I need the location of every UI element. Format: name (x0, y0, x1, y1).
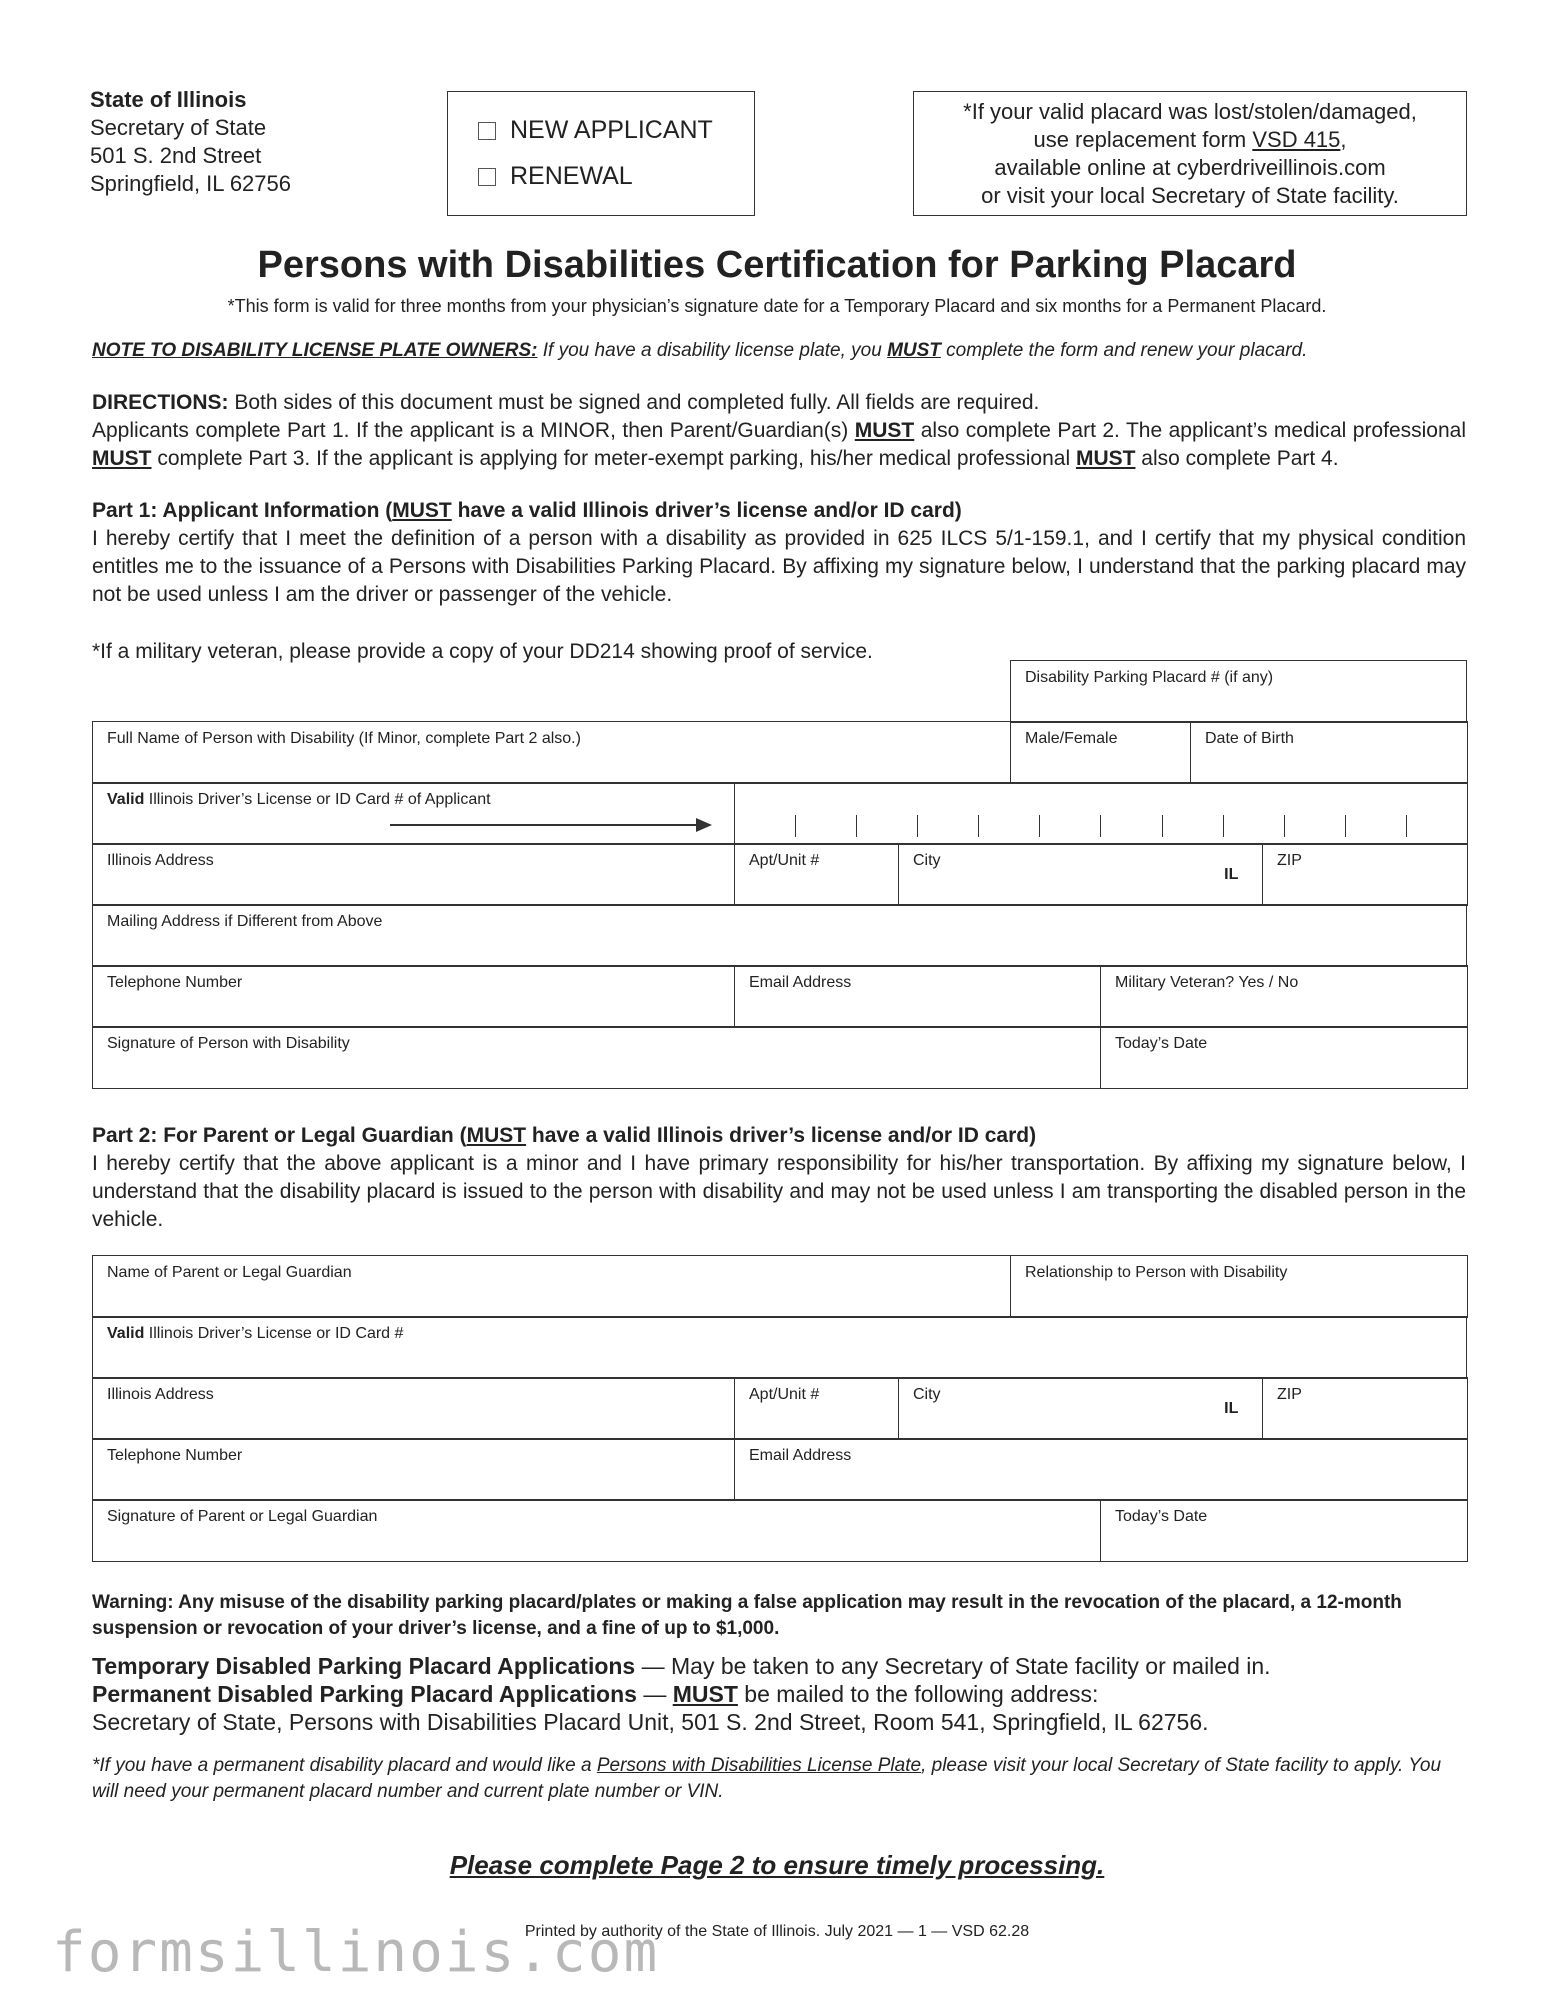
perm-app-dash: — (636, 1681, 673, 1707)
directions-label: DIRECTIONS: (92, 391, 229, 414)
date-field[interactable] (1101, 1027, 1468, 1089)
placard-number-table (1010, 660, 1467, 723)
renewal-checkbox[interactable] (478, 168, 496, 186)
guardian-zip-label: ZIP (1277, 1386, 1302, 1403)
part2-row-signature (92, 1499, 1468, 1562)
part1-row-address (92, 843, 1468, 906)
state-il: IL (1201, 844, 1263, 906)
guardian-zip-field[interactable] (1263, 1378, 1468, 1440)
directions-text: also complete Part 2. The applicant’s medical professional (914, 419, 1466, 442)
license-plate-note (92, 1753, 1466, 1805)
new-applicant-option[interactable] (478, 116, 713, 145)
part1-row-signature (92, 1026, 1468, 1089)
guardian-dl-field[interactable] (93, 1317, 1467, 1379)
part2-certification: I hereby certify that the above applicant is a minor and I have primary responsibility for his/her transportation. By affixing my signature below, I understand that the disability placard is issued to the person with disability and may not be used unless I am transporting the disabled person in the vehicle. (92, 1152, 1466, 1231)
relationship-label: Relationship to Person with Disability (1025, 1264, 1288, 1281)
application-instructions (92, 1652, 1271, 1736)
part1-heading (92, 497, 1466, 525)
directions-text: complete Part 3. If the applicant is applying for meter-exempt parking, his/her medical professional (151, 447, 1076, 470)
guardian-phone-field[interactable] (93, 1439, 735, 1501)
veteran-note: *If a military veteran, please provide a copy of your DD214 showing proof of service. (92, 640, 873, 663)
watermark: formsillinois.com (52, 1920, 660, 1985)
complete-page-2-notice: Please complete Page 2 to ensure timely processing. (449, 1850, 1105, 1880)
sex-label: Male/Female (1025, 730, 1118, 747)
guardian-name-label: Name of Parent or Legal Guardian (107, 1264, 352, 1281)
part2-heading-must: MUST (466, 1124, 527, 1147)
part2-row-dl (92, 1316, 1467, 1379)
lost-note-line: or visit your local Secretary of State facility. (981, 183, 1399, 208)
directions-text: Both sides of this document must be signed and completed fully. All fields are required. (228, 391, 1040, 414)
part1-row-mailing (92, 904, 1467, 967)
guardian-apt-field[interactable] (735, 1378, 899, 1440)
plate-owner-note (92, 340, 1307, 362)
guardian-date-label: Today’s Date (1115, 1508, 1208, 1525)
form-title: Persons with Disabilities Certification for Parking Placard (257, 244, 1297, 286)
lost-note-line: available online at cyberdriveillinois.com (994, 155, 1386, 180)
part1-row-dl (92, 782, 1468, 845)
guardian-email-field[interactable] (735, 1439, 1468, 1501)
dl-digit-boxes (735, 783, 1467, 844)
perm-app-must: MUST (672, 1681, 738, 1707)
part2-row-contact (92, 1438, 1468, 1501)
license-plate-link[interactable]: Persons with Disabilities License Plate (596, 1755, 922, 1776)
new-applicant-checkbox[interactable] (478, 122, 496, 140)
part1-heading-text: have a valid Illinois driver’s license and/or ID card) (451, 499, 962, 522)
misuse-warning: Warning: Any misuse of the disability parking placard/plates or making a false application may result in the revocation of the placard, a 12-month suspension or revocation of your driver’s license, and a fine of up to $1,000. (92, 1592, 1402, 1639)
zip-field[interactable] (1263, 844, 1468, 906)
part1-heading-text: Part 1: Applicant Information ( (92, 499, 393, 522)
arrow-icon (390, 824, 710, 826)
placard-number-field[interactable] (1011, 661, 1467, 723)
city-label: City (913, 852, 941, 869)
guardian-signature-field[interactable] (93, 1500, 1101, 1562)
address-label: Illinois Address (107, 852, 214, 869)
city-field[interactable] (899, 844, 1201, 906)
dl-label: Illinois Driver’s License or ID Card # of Applicant (144, 791, 491, 808)
directions-must: MUST (1075, 447, 1136, 470)
part2-heading-text: have a valid Illinois driver’s license and/or ID card) (526, 1124, 1037, 1147)
email-label: Email Address (749, 974, 852, 991)
dob-label: Date of Birth (1205, 730, 1294, 747)
note-label: NOTE TO DISABILITY LICENSE PLATE OWNERS: (92, 340, 538, 361)
guardian-city-field[interactable] (899, 1378, 1201, 1440)
address-field[interactable] (93, 844, 735, 906)
dob-field[interactable] (1191, 722, 1468, 784)
signature-label: Signature of Person with Disability (107, 1035, 350, 1052)
lost-placard-notice (913, 91, 1467, 216)
perm-app-label: Permanent Disabled Parking Placard Applications (92, 1681, 637, 1707)
dl-number-field[interactable] (735, 783, 1468, 845)
agency-city: Springfield, IL 62756 (90, 171, 291, 196)
mailing-address-field[interactable] (93, 905, 1467, 967)
dl-label-cell (93, 783, 735, 845)
dl-valid-label: Valid (107, 791, 145, 808)
applicant-type-box (447, 91, 755, 216)
part1-certification: I hereby certify that I meet the definition of a person with a disability as provided in 625 ILCS 5/1-159.1, and I certify that my physical condition entitles me to the issuance of a Persons with Disabilities Parking Placard. By affixing my signature below, I understand that the parking placard may not be used unless I am the driver or passenger of the vehicle. (92, 527, 1466, 606)
agency-office: Secretary of State (90, 115, 267, 140)
full-name-label: Full Name of Person with Disability (If Minor, complete Part 2 also.) (107, 730, 581, 747)
lost-note-line: *If your valid placard was lost/stolen/damaged, (963, 99, 1417, 124)
guardian-date-field[interactable] (1101, 1500, 1468, 1562)
mailing-label: Mailing Address if Different from Above (107, 913, 383, 930)
guardian-dl-label: Illinois Driver’s License or ID Card # (144, 1325, 404, 1342)
plate-note-text: *If you have a permanent disability placard and would like a (92, 1755, 597, 1776)
temp-app-text: — May be taken to any Secretary of State facility or mailed in. (635, 1653, 1271, 1679)
agency-name: State of Illinois (90, 87, 247, 112)
lost-note-line (914, 126, 1466, 154)
phone-field[interactable] (93, 966, 735, 1028)
note-must: MUST (887, 340, 941, 361)
sex-field[interactable] (1011, 722, 1191, 784)
directions-text: also complete Part 4. (1135, 447, 1339, 470)
part1-intro (92, 497, 1466, 609)
full-name-field[interactable] (93, 722, 1011, 784)
apt-field[interactable] (735, 844, 899, 906)
note-text: complete the form and renew your placard. (940, 340, 1308, 361)
part2-row-address (92, 1377, 1468, 1440)
guardian-address-field[interactable] (93, 1378, 735, 1440)
temp-app-label: Temporary Disabled Parking Placard Applications (92, 1653, 636, 1679)
date-label: Today’s Date (1115, 1035, 1208, 1052)
guardian-apt-label: Apt/Unit # (749, 1386, 820, 1403)
part2-intro (92, 1122, 1466, 1234)
part2-heading (92, 1122, 1466, 1150)
guardian-city-label: City (913, 1386, 941, 1403)
guardian-address-label: Illinois Address (107, 1386, 214, 1403)
guardian-phone-label: Telephone Number (107, 1447, 243, 1464)
lost-note-text: , (1340, 127, 1347, 152)
relationship-field[interactable] (1011, 1256, 1468, 1318)
guardian-email-label: Email Address (749, 1447, 852, 1464)
new-applicant-label: NEW APPLICANT (510, 116, 713, 144)
email-field[interactable] (735, 966, 1101, 1028)
veteran-field[interactable] (1101, 966, 1468, 1028)
directions (92, 389, 1466, 473)
part1-heading-must: MUST (392, 499, 452, 522)
renewal-label: RENEWAL (510, 162, 633, 190)
part2-row-name (92, 1255, 1468, 1318)
part1-row-contact (92, 965, 1468, 1028)
guardian-state-il: IL (1201, 1378, 1263, 1440)
placard-number-label: Disability Parking Placard # (if any) (1025, 669, 1274, 686)
mailing-destination: Secretary of State, Persons with Disabilities Placard Unit, 501 S. 2nd Street, Room 541, Springfield, IL 62756. (92, 1709, 1209, 1735)
renewal-option[interactable] (478, 162, 633, 191)
perm-app-text: be mailed to the following address: (737, 1681, 1099, 1707)
plate-note-text: , please visit your local Secretary of State facility to apply. You will need your permanent placard number and current plate number or VIN. (92, 1755, 1442, 1802)
zip-label: ZIP (1277, 852, 1302, 869)
directions-must: MUST (92, 447, 152, 470)
guardian-name-field[interactable] (93, 1256, 1011, 1318)
signature-field[interactable] (93, 1027, 1101, 1089)
phone-label: Telephone Number (107, 974, 243, 991)
directions-text: Applicants complete Part 1. If the applicant is a MINOR, then Parent/Guardian(s) (92, 419, 855, 442)
veteran-label: Military Veteran? Yes / No (1115, 974, 1299, 991)
agency-address (90, 86, 291, 198)
agency-street: 501 S. 2nd Street (90, 143, 262, 168)
guardian-dl-valid-label: Valid (107, 1325, 145, 1342)
note-text: If you have a disability license plate, you (537, 340, 888, 361)
part2-heading-text: Part 2: For Parent or Legal Guardian ( (92, 1124, 467, 1147)
footer: Printed by authority of the State of Illinois. July 2021 — 1 — VSD 62.28 (524, 1923, 1030, 1940)
part1-row-name (92, 721, 1468, 784)
vsd415-link[interactable]: VSD 415 (1252, 127, 1341, 152)
guardian-signature-label: Signature of Parent or Legal Guardian (107, 1508, 378, 1525)
apt-label: Apt/Unit # (749, 852, 820, 869)
directions-must: MUST (854, 419, 915, 442)
validity-note: *This form is valid for three months from your physician’s signature date for a Temporary Placard and six months for a Permanent Placard. (227, 296, 1327, 316)
lost-note-text: use replacement form (1033, 127, 1253, 152)
